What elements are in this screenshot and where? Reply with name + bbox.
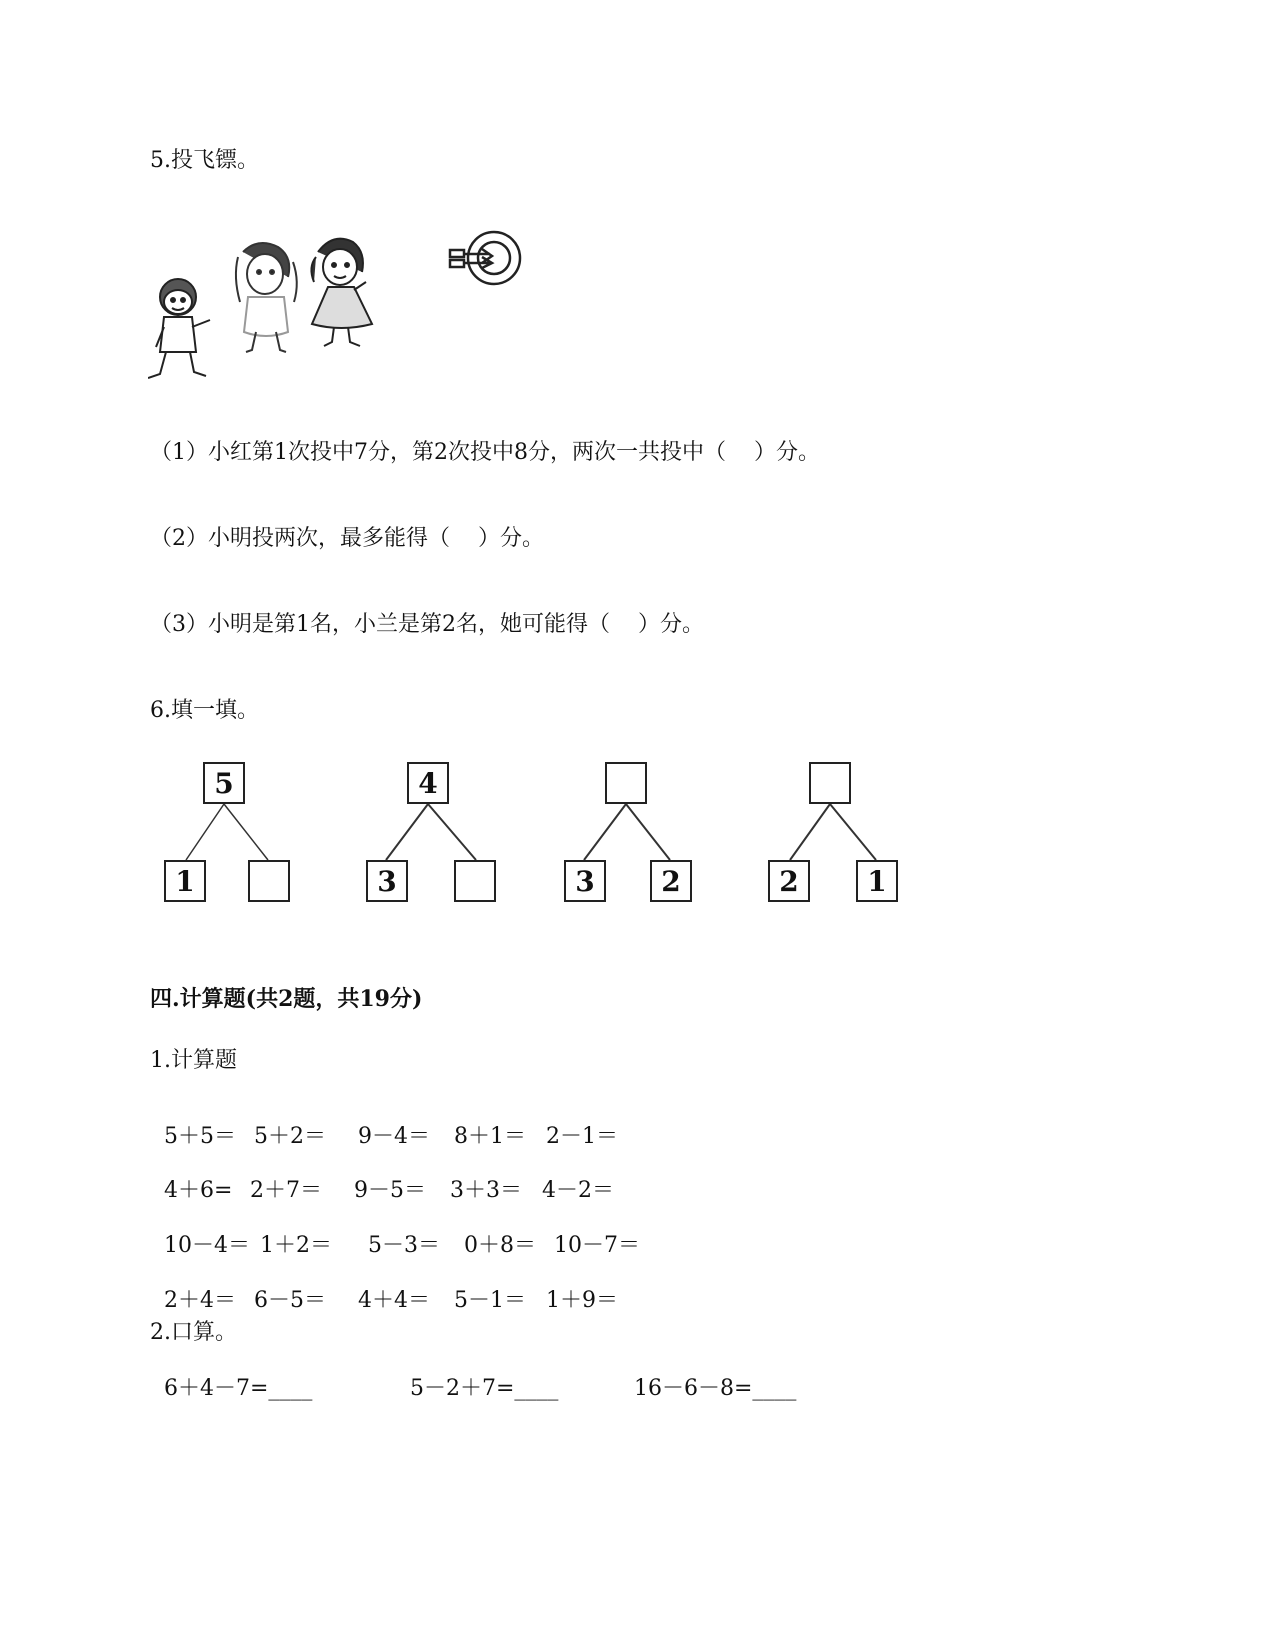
q5-sub2: （2）小明投两次，最多能得（ ）分。 xyxy=(150,526,544,551)
number-bond-2 xyxy=(364,760,524,920)
bond-right-box[interactable] xyxy=(248,860,290,902)
calc2-title: 2.口算。 xyxy=(150,1320,237,1345)
calc-item: 9－4＝ xyxy=(358,1124,430,1149)
calc-item: 3＋3＝ xyxy=(450,1178,522,1203)
calc1-row-2 xyxy=(150,1158,614,1202)
calc-item: 9－5＝ xyxy=(354,1178,426,1203)
calc1-row-3 xyxy=(150,1213,640,1257)
q6-title: 6.填一填。 xyxy=(150,698,259,723)
calc1-row-4 xyxy=(150,1268,618,1312)
calc2-row xyxy=(150,1356,796,1400)
bond-right-box[interactable]: 1 xyxy=(856,860,898,902)
children-illustration xyxy=(148,232,398,392)
boy-figure xyxy=(148,279,210,378)
bond-left-box[interactable]: 1 xyxy=(164,860,206,902)
bond-top-box[interactable]: 5 xyxy=(203,762,245,804)
oral-calc-item: 5－2＋7=____ xyxy=(410,1376,559,1401)
bond-left-box[interactable]: 3 xyxy=(366,860,408,902)
girl2-figure xyxy=(311,239,372,346)
bond-right-box[interactable] xyxy=(454,860,496,902)
section4-heading: 四.计算题(共2题，共19分) xyxy=(150,986,423,1012)
q5-title: 5.投飞镖。 xyxy=(150,148,259,173)
bond-top-box[interactable] xyxy=(605,762,647,804)
calc-item: 5＋5＝ xyxy=(164,1124,236,1149)
calc1-row-1 xyxy=(150,1104,618,1148)
calc1-title: 1.计算题 xyxy=(150,1048,237,1073)
calc-item: 4＋6= xyxy=(164,1178,233,1203)
oral-calc-item: 16－6－8=____ xyxy=(634,1376,797,1401)
calc-item: 5－1＝ xyxy=(454,1288,526,1313)
number-bond-3 xyxy=(562,760,722,920)
calc-item: 10－4＝ xyxy=(164,1233,250,1258)
calc-item: 0＋8＝ xyxy=(464,1233,536,1258)
q5-sub3: （3）小明是第1名，小兰是第2名，她可能得（ ）分。 xyxy=(150,612,704,637)
number-bond-1 xyxy=(160,760,320,920)
oral-calc-item: 6＋4－7=____ xyxy=(164,1376,313,1401)
calc-item: 2－1＝ xyxy=(546,1124,618,1149)
girl1-figure xyxy=(236,243,297,352)
calc-item: 2＋4＝ xyxy=(164,1288,236,1313)
calc-item: 5＋2＝ xyxy=(254,1124,326,1149)
calc-item: 5－3＝ xyxy=(368,1233,440,1258)
calc-item: 2＋7＝ xyxy=(250,1178,322,1203)
calc-item: 8＋1＝ xyxy=(454,1124,526,1149)
bond-top-box[interactable]: 4 xyxy=(407,762,449,804)
number-bond-4 xyxy=(766,760,926,920)
calc-item: 4＋4＝ xyxy=(358,1288,430,1313)
dartboard-illustration xyxy=(446,228,526,292)
bond-top-box[interactable] xyxy=(809,762,851,804)
calc-item: 1＋2＝ xyxy=(260,1233,332,1258)
calc-item: 6－5＝ xyxy=(254,1288,326,1313)
calc-item: 10－7＝ xyxy=(554,1233,640,1258)
calc-item: 4－2＝ xyxy=(542,1178,614,1203)
q5-sub1: （1）小红第1次投中7分，第2次投中8分，两次一共投中（ ）分。 xyxy=(150,440,820,465)
bond-right-box[interactable]: 2 xyxy=(650,860,692,902)
bond-left-box[interactable]: 3 xyxy=(564,860,606,902)
bond-left-box[interactable]: 2 xyxy=(768,860,810,902)
calc-item: 1＋9＝ xyxy=(546,1288,618,1313)
